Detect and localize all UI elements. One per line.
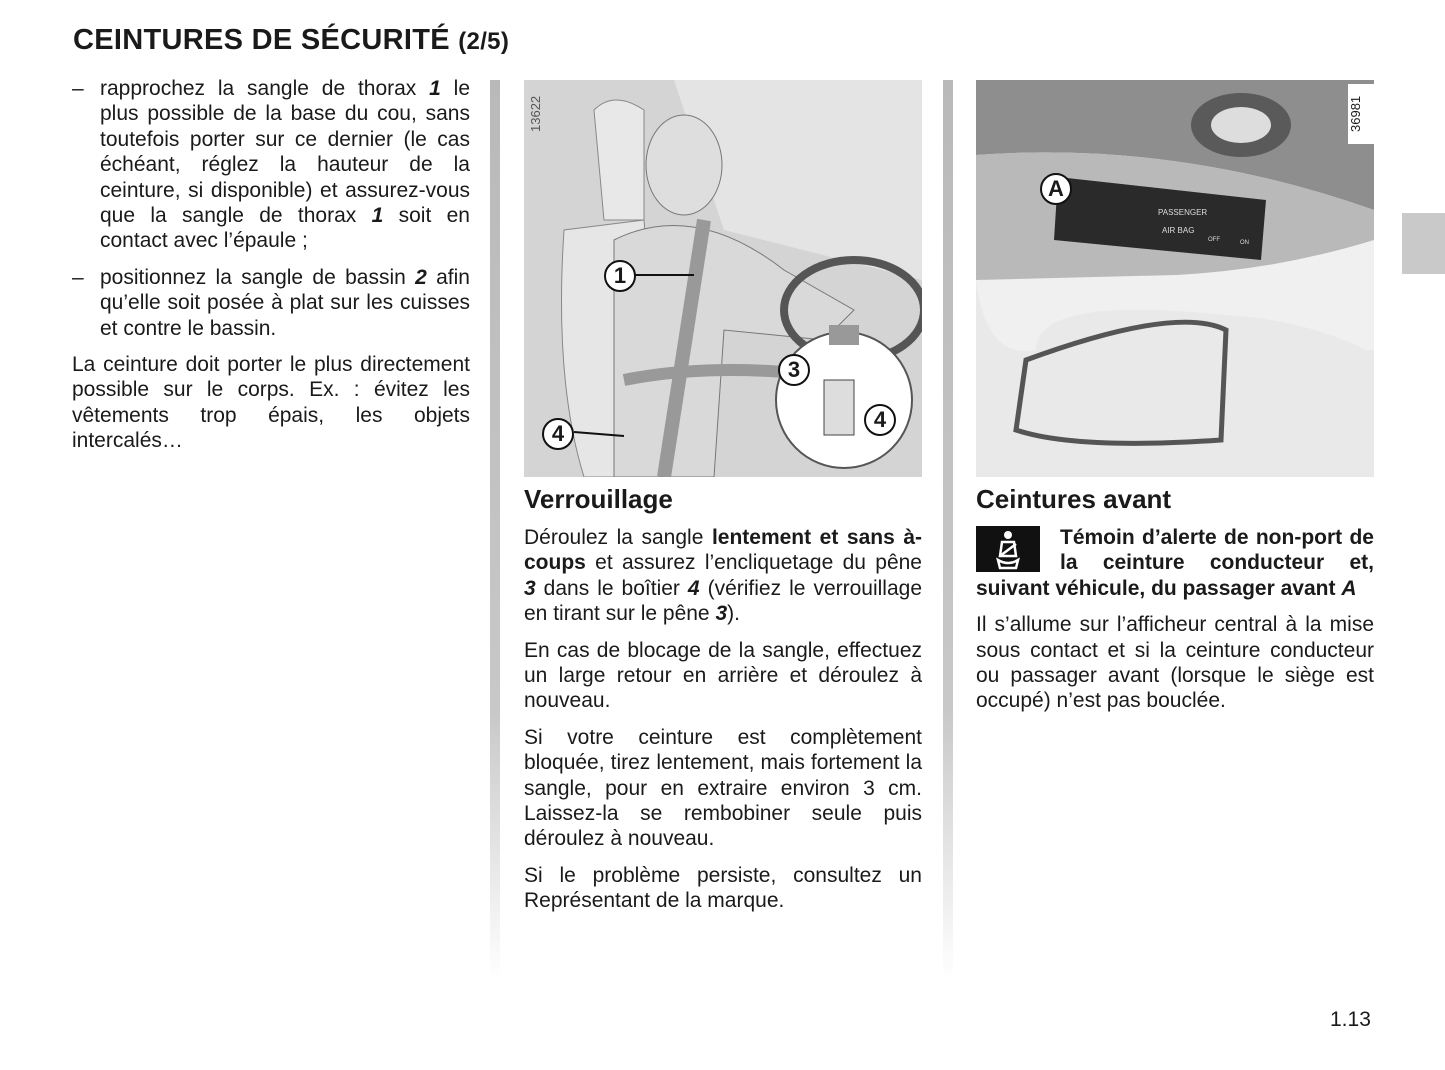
emphasis-text: A — [1341, 576, 1357, 600]
text-segment: La ceinture doit porter le plus directement possible sur le corps. Ex. : évitez les vêtements trop épais, les objets intercalés… — [72, 353, 470, 453]
text-segment: Déroulez la sangle — [524, 526, 712, 549]
text-segment: afin qu’elle soit posée à plat sur les cuisses et contre le bassin. — [100, 265, 470, 340]
paragraph — [524, 725, 922, 852]
bullet-dash: – — [72, 265, 84, 289]
emphasis-text: 2 — [415, 265, 427, 289]
text-segment: positionnez la sangle de bassin — [100, 265, 416, 289]
text-segment: En cas de blocage de la sangle, effectuez un large retour en arrière et déroulez à nouveau. — [524, 638, 922, 713]
chapter-tab — [1402, 213, 1445, 274]
emphasis-text: 3 — [715, 602, 728, 626]
paragraph — [524, 863, 922, 914]
page-title — [73, 24, 509, 57]
text-segment: soit en contact avec l’épaule ; — [100, 204, 470, 253]
text-segment: et assurez l’encliquetage du pêne — [585, 551, 922, 575]
text-segment: dans le boîtier — [535, 576, 688, 600]
text-segment: Il s’allume sur l’afficheur central à la mise sous contact et si la ceinture conducteur ou passager avant (lorsque le siège est occupé) n’est pas bouclée. — [976, 613, 1374, 713]
paragraph — [72, 352, 470, 454]
column-divider — [943, 80, 953, 980]
emphasis-text: 1 — [371, 204, 384, 228]
warning-light-description — [976, 525, 1374, 601]
callout-4: 4 — [864, 404, 896, 436]
bullet-item — [72, 76, 470, 254]
callout-A: A — [1040, 173, 1072, 205]
text-segment: (vérifiez le verrouillage en tirant sur le pêne — [524, 576, 923, 626]
callout-3: 3 — [778, 354, 810, 386]
right-column — [976, 525, 1374, 725]
driver-seatbelt-drawing — [524, 80, 922, 477]
panel-off-label: OFF — [1208, 237, 1220, 243]
section-heading-ceintures-avant: Ceintures avant — [976, 484, 1172, 514]
figure-reference-number: 36981 — [1348, 84, 1374, 144]
text-segment: Si le problème persiste, consultez un Représentant de la marque. — [524, 863, 922, 913]
text-segment: le plus possible de la base du cou, sans toutefois porter sur ce dernier (le cas échéant, réglez la hauteur de la ceinture, si disponible) et assurez-vous que la sangle de thorax — [100, 77, 470, 228]
title-text: CEINTURES DE SÉCURITÉ — [73, 24, 450, 56]
middle-column — [524, 525, 922, 925]
seatbelt-warning-icon — [976, 526, 1040, 572]
bullet-dash: – — [72, 77, 84, 100]
text-segment: rapprochez la sangle de thorax — [100, 77, 430, 100]
text-segment: Si votre ceinture est complètement bloquée, tirez lentement, mais fortement la sangle, pour en extraire environ 3 cm. Laissez-la se rembobiner seule puis déroulez à nouveau. — [524, 725, 922, 851]
page-number: 1.13 — [1330, 1008, 1371, 1031]
overhead-panel-drawing — [976, 80, 1374, 477]
text-segment: ). — [727, 602, 740, 626]
paragraph — [524, 525, 922, 627]
callout-1: 1 — [604, 260, 636, 292]
left-column — [72, 76, 470, 465]
emphasis-text: 3 — [524, 576, 536, 600]
column-divider — [490, 80, 500, 980]
bullet-item — [72, 265, 470, 341]
panel-passenger-label: PASSENGER — [1158, 208, 1208, 217]
paragraph — [524, 638, 922, 714]
seatbelt-illustration — [524, 80, 922, 477]
emphasis-text: 1 — [429, 77, 441, 100]
callout-4: 4 — [542, 418, 574, 450]
title-part: (2/5) — [458, 28, 510, 55]
emphasis-text: lentement et sans à-coups — [524, 526, 922, 575]
dashboard-indicator-photo — [976, 80, 1374, 477]
emphasis-text: 4 — [687, 576, 700, 600]
panel-airbag-label: AIR BAG — [1162, 226, 1195, 235]
figure-reference-number: 13622 — [528, 95, 543, 133]
section-heading-verrouillage: Verrouillage — [524, 484, 673, 514]
paragraph — [976, 612, 1374, 714]
panel-on-label: ON — [1240, 240, 1249, 246]
text-segment: Témoin d’alerte de non-port de la ceinture conducteur et, suivant véhicule, du passager avant — [976, 526, 1374, 600]
